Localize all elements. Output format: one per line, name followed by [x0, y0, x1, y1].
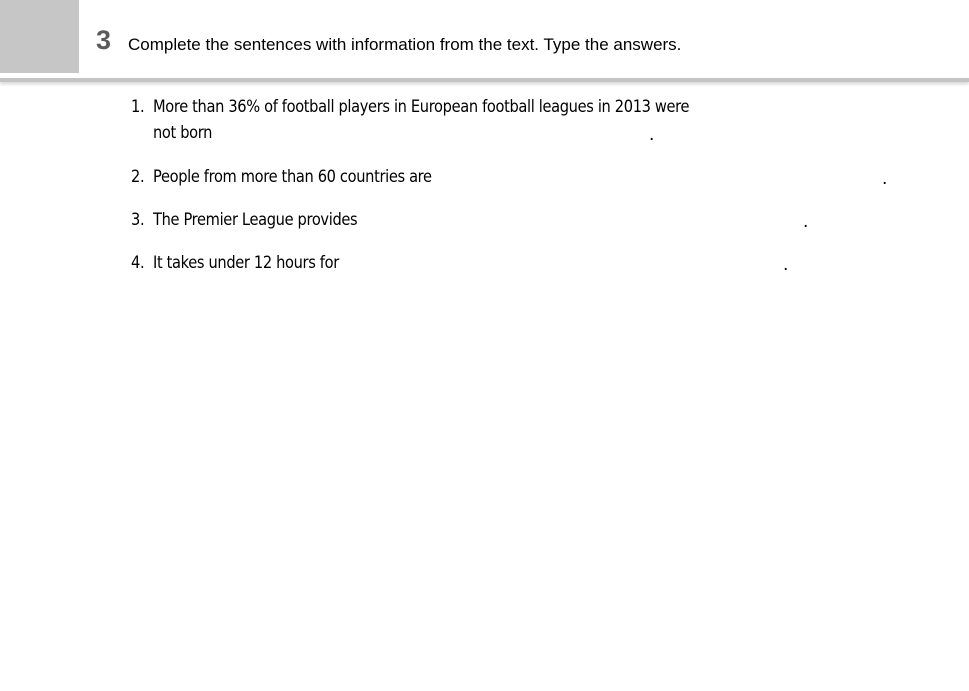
item-1-answer-input[interactable] — [218, 121, 650, 147]
header-divider — [0, 78, 969, 82]
item-2-number: 2. — [131, 167, 145, 187]
header-grey-block — [0, 0, 79, 73]
exercise-header — [0, 0, 969, 80]
item-4-text: It takes under 12 hours for — [153, 253, 339, 273]
item-2-period: . — [882, 169, 888, 189]
item-1-number: 1. — [131, 97, 145, 117]
item-1-period: . — [649, 125, 655, 145]
item-4-answer-input[interactable] — [353, 251, 785, 277]
item-3-number: 3. — [131, 210, 145, 230]
item-1-text-line1: More than 36% of football players in European football leagues in 2013 were — [153, 97, 690, 117]
exercise-instruction: Complete the sentences with information from the text. Type the answers. — [128, 35, 682, 54]
item-3-text: The Premier League provides — [153, 210, 358, 230]
item-3-period: . — [803, 212, 809, 232]
exercise-number: 3 — [96, 25, 112, 55]
item-4-period: . — [783, 255, 789, 275]
item-2-answer-input[interactable] — [452, 165, 884, 191]
item-1-text-line2: not born — [153, 123, 213, 143]
item-4-number: 4. — [131, 253, 145, 273]
item-3-answer-input[interactable] — [373, 208, 805, 234]
item-2-text: People from more than 60 countries are — [153, 167, 432, 187]
